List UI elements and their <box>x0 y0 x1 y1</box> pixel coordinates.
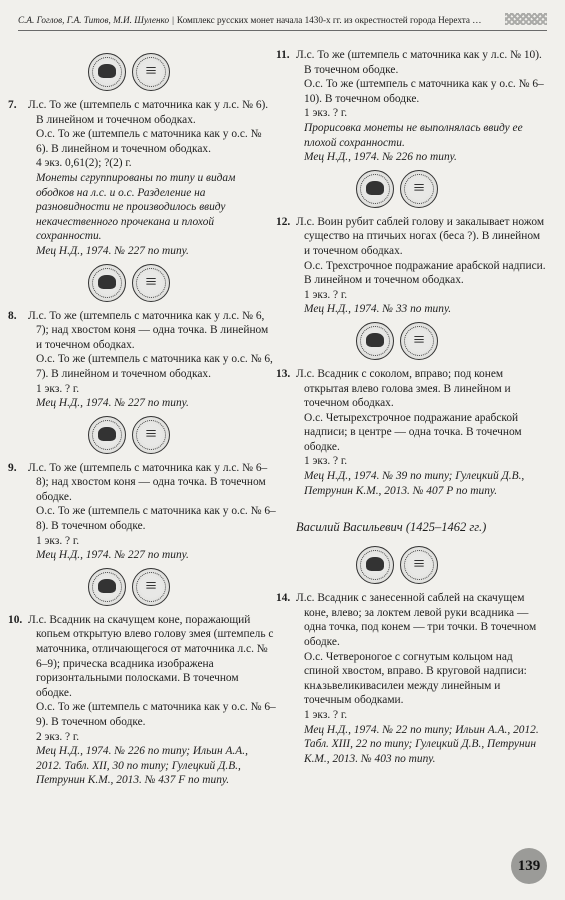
coin-obverse-image <box>356 170 394 208</box>
coin-reverse-image <box>400 170 438 208</box>
entry-line: Л.с. Всадник на скачущем коне, поражающий копьем открытую влево голову змея (штемпель с маточника, отличающегося от маточника л.с. № 6–9); прическа всадника изображена горизонтальными полосками. В точечном ободке. <box>28 613 274 699</box>
entry-line: Л.с. Воин рубит саблей голову и закалывает ножом существо на птичьих ногах (беса ?). В линейном и точечном ободках. <box>296 215 545 257</box>
coin-reverse-image <box>400 322 438 360</box>
running-header <box>18 15 499 25</box>
coin-obverse-image <box>88 264 126 302</box>
catalog-entry-10 <box>8 613 276 788</box>
entry-line: 1 экз. ? г. <box>36 534 80 547</box>
header-rule <box>18 30 547 31</box>
catalog-entry-14 <box>276 591 546 766</box>
entry-line: О.с. То же (штемпель с маточника как у о.с. № 6–9). В точечном ободке. <box>36 701 276 728</box>
entry-note: Прорисовка монеты не выполнялась ввиду ее плохой сохранности. <box>304 121 523 149</box>
entry-number: 14. <box>276 592 291 605</box>
entry-number: 10. <box>8 613 23 626</box>
entry-line: Л.с. То же (штемпель с маточника как у л.с. № 6–8); над хвостом коня — одна точка. В точечном ободке. <box>28 461 268 503</box>
entry-line: О.с. То же (штемпель с маточника как у о.с. № 6). В линейном и точечном ободках. <box>36 128 262 155</box>
reign-heading: Василий Васильевич (1425–1462 гг.) <box>296 520 487 535</box>
entry-line: Л.с. Всадник с соколом, вправо; под конем открытая влево голова змея. В линейном и точечном ободках. <box>296 367 511 410</box>
catalog-entry-11 <box>276 48 546 165</box>
entry-reference: Мец Н.Д., 1974. № 33 по типу. <box>304 303 452 316</box>
entry-line: О.с. То же (штемпель с маточника как у о.с. № 6–8). В точечном ободке. <box>36 505 276 533</box>
coin-obverse-image <box>356 546 394 584</box>
entry-line: Л.с. Всадник с занесенной саблей на скачущем коне, влево; за локтем левой руки всадника — одна точка, под конем — три точки. В точечном ободке. <box>296 592 537 649</box>
right-column <box>276 48 546 766</box>
coin-reverse-image <box>132 53 170 91</box>
entry-number: 8. <box>8 309 17 322</box>
coin-images-12 <box>356 169 546 209</box>
entry-line: О.с. Четвероногое с согнутым кольцом над спиной хвостом, вправо. В круговой надписи: кнѧзьвеликивасилеи между линейным и точечным ободками. <box>304 650 527 707</box>
catalog-entry-12 <box>276 215 546 317</box>
catalog-entry-9 <box>8 461 276 563</box>
coin-images-13 <box>356 321 546 361</box>
entry-reference: Мец Н.Д., 1974. № 22 по типу; Ильин А.А., 2012. Табл. XIII, 22 по типу; Гулецкий Д.В., Петрунин К.М., 2013. № 403 по типу. <box>304 723 539 765</box>
coin-obverse-image <box>356 322 394 360</box>
left-column <box>8 48 276 788</box>
catalog-entry-8 <box>8 309 276 411</box>
coin-obverse-image <box>88 53 126 91</box>
entry-line: О.с. То же (штемпель с маточника как у о.с. № 6–10). В точечном ободке. <box>304 78 544 105</box>
entry-line: 1 экз. ? г. <box>304 455 348 468</box>
header-authors: С.А. Гоглов, Г.А. Титов, М.И. Шуленко <box>18 15 170 25</box>
coin-reverse-image <box>132 416 170 454</box>
entry-line: 1 экз. ? г. <box>304 288 348 301</box>
catalog-entry-13 <box>276 367 546 498</box>
entry-number: 9. <box>8 461 17 474</box>
entry-line: О.с. Трехстрочное подражание арабской надписи. В линейном и точечном ободках. <box>304 259 546 287</box>
entry-reference: Мец Н.Д., 1974. № 227 по типу. <box>36 549 189 562</box>
header-separator: | <box>172 15 174 25</box>
entry-line: 2 экз. ? г. <box>36 730 80 743</box>
coin-images-14 <box>356 545 546 585</box>
entry-reference: Мец Н.Д., 1974. № 39 по типу; Гулецкий Д.В., Петрунин К.М., 2013. № 407 Р по типу. <box>304 470 525 497</box>
entry-line: 1 экз. ? г. <box>36 382 80 395</box>
coin-images-9 <box>88 415 276 455</box>
coin-images-7 <box>88 52 276 92</box>
entry-line: 1 экз. ? г. <box>304 709 348 721</box>
coin-reverse-image <box>132 264 170 302</box>
coin-obverse-image <box>88 416 126 454</box>
entry-number: 13. <box>276 367 291 380</box>
header-ornament <box>505 13 547 25</box>
entry-line: Л.с. То же (штемпель с маточника как у л.с. № 6). В линейном и точечном ободках. <box>28 99 269 126</box>
entry-reference: Мец Н.Д., 1974. № 226 по типу; Ильин А.А., 2012. Табл. XII, 30 по типу; Гулецкий Д.В., Петрунин К.М., 2013. № 437 F по типу. <box>36 745 248 787</box>
entry-line: Л.с. То же (штемпель с маточника как у л.с. № 10). В точечном ободке. <box>296 49 542 76</box>
entry-reference: Мец Н.Д., 1974. № 227 по типу. <box>36 397 189 410</box>
entry-line: 1 экз. ? г. <box>304 107 348 120</box>
entry-line: О.с. Четырехстрочное подражание арабской надписи; в центре — одна точка. В точечном ободке. <box>304 411 522 453</box>
entry-number: 7. <box>8 99 17 111</box>
coin-images-10 <box>88 567 276 607</box>
coin-obverse-image <box>88 568 126 606</box>
entry-reference: Мец Н.Д., 1974. № 227 по типу. <box>36 244 189 257</box>
coin-images-8 <box>88 263 276 303</box>
page-number: 139 <box>511 848 547 884</box>
catalog-entry-7 <box>8 98 276 259</box>
header-title: Комплекс русских монет начала 1430-х гг. из окрестностей города Нерехта … <box>176 15 482 25</box>
entry-number: 11. <box>276 49 290 61</box>
entry-note: Монеты сгруппированы по типу и видам ободков на л.с. и о.с. Разделение на разновидности не производилось ввиду некачественного прочекана и плохой сохранности. <box>36 171 236 243</box>
entry-reference: Мец Н.Д., 1974. № 226 по типу. <box>304 151 457 164</box>
entry-line: Л.с. То же (штемпель с маточника как у л.с. № 6, 7); над хвостом коня — одна точка. В линейном и точечном ободках. <box>28 309 269 351</box>
entry-line: О.с. То же (штемпель с маточника как у о.с. № 6, 7). В линейном и точечном ободках. <box>36 353 273 380</box>
coin-reverse-image <box>400 546 438 584</box>
entry-line: 4 экз. 0,61(2); ?(2) г. <box>36 157 132 170</box>
entry-number: 12. <box>276 215 291 228</box>
coin-reverse-image <box>132 568 170 606</box>
